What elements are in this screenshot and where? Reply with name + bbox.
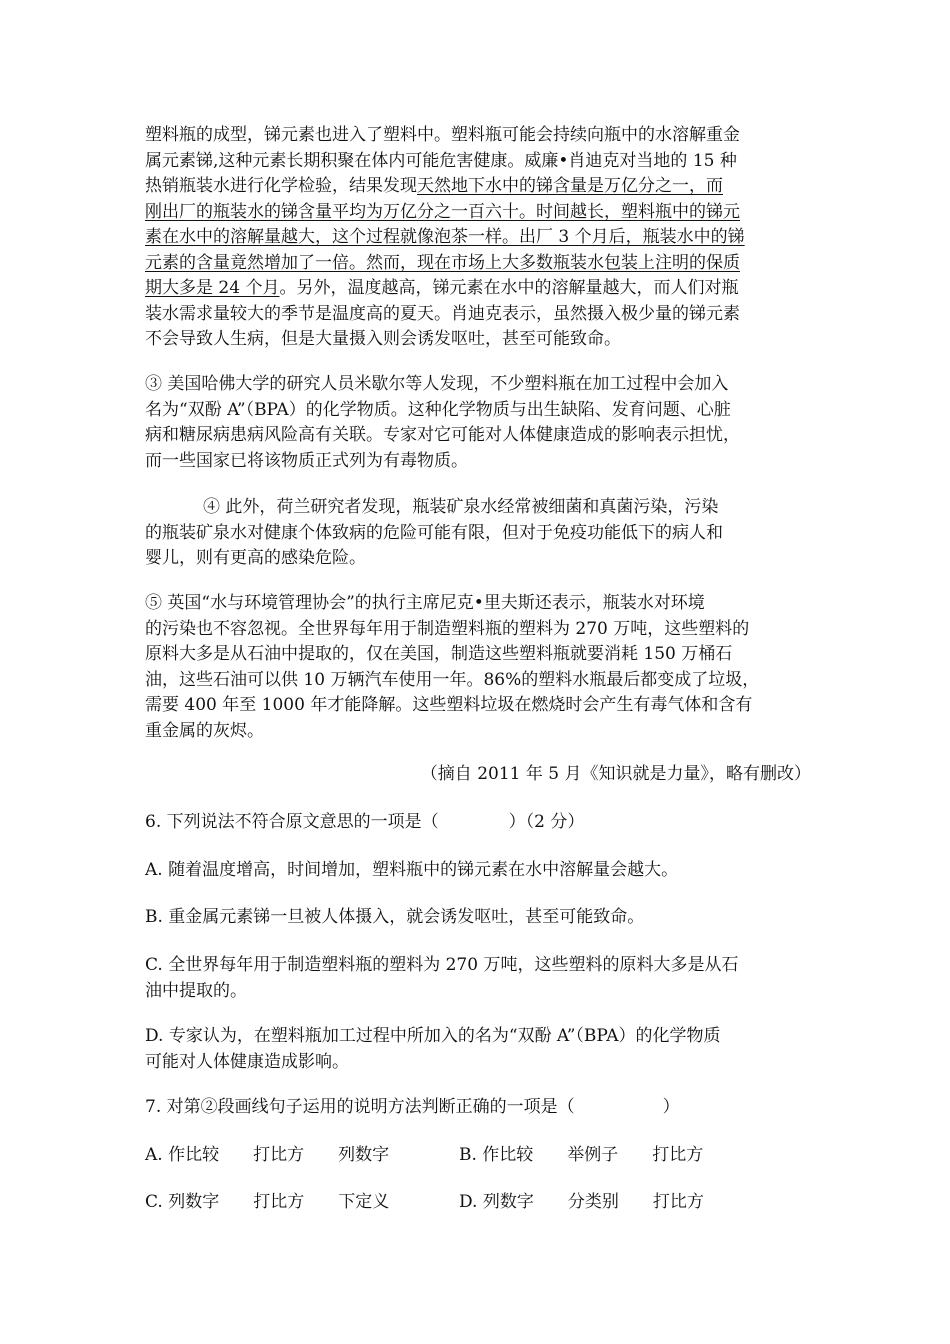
q6-option-c-line-2: 油中提取的。 xyxy=(145,980,247,1001)
q6-stem-text: 6. 下列说法不符合原文意思的一项是（ xyxy=(145,812,439,832)
p5-line-6: 重金属的灰烬。 xyxy=(145,720,264,741)
underlined-sentence: 期大多是 24 个月 xyxy=(145,278,280,298)
p4-line-2: 的瓶装矿泉水对健康个体致病的危险可能有限，但对于免疫功能低下的病人和 xyxy=(145,522,723,543)
q6-option-b[interactable]: B. 重金属元素锑一旦被人体摄入，就会诱发呕吐，甚至可能致命。 xyxy=(145,907,645,927)
question-7-stem xyxy=(145,1095,811,1121)
q7-options-row-1 xyxy=(145,1143,811,1169)
q6-option-d[interactable] xyxy=(145,1024,811,1075)
p5-line-2: 的污染也不容忽视。全世界每年用于制造塑料瓶的塑料为 270 万吨，这些塑料的 xyxy=(145,618,750,639)
q6-stem-points: ）（2 分） xyxy=(508,812,585,832)
p2-line-9: 不会导致人生病，但是大量摄入则会诱发呕吐，甚至可能致命。 xyxy=(145,329,621,349)
p2-line-1: 塑料瓶的成型，锑元素也进入了塑料中。塑料瓶可能会持续向瓶中的水溶解重金 xyxy=(145,125,740,145)
q6-option-d-line-2: 可能对人体健康造成影响。 xyxy=(145,1051,349,1072)
paragraph-5 xyxy=(145,591,811,744)
underlined-sentence: 元素的含量竟然增加了一倍 xyxy=(145,252,349,273)
p4-line-1: ④ 此外，荷兰研究者发现，瓶装矿泉水经常被细菌和真菌污染，污染 xyxy=(203,497,719,517)
q6-option-c[interactable] xyxy=(145,953,811,1004)
q7-stem-close: ） xyxy=(662,1097,680,1117)
p5-line-4: 油，这些石油可以供 10 万辆汽车使用一年。86%的塑料水瓶最后都变成了垃圾， xyxy=(145,669,760,690)
p2-line-3 xyxy=(145,174,811,200)
paragraph-2 xyxy=(145,123,811,353)
underlined-sentence: 刚出厂的瓶装水的锑含量平均为万亿分之一百六十 xyxy=(145,201,519,222)
p5-line-1: ⑤ 英国“水与环境管理协会”的执行主席尼克•里夫斯还表示，瓶装水对环境 xyxy=(145,593,705,613)
source-citation: （摘自 2011 年 5 月《知识就是力量》，略有删改） xyxy=(420,764,811,784)
q7-option-b[interactable]: B. 作比较 举例子 打比方 xyxy=(459,1145,704,1165)
p3-line-1: ③ 美国哈佛大学的研究人员米歇尔等人发现，不少塑料瓶在加工过程中会加入 xyxy=(145,374,729,394)
p2-line-3-text: 热销瓶装水进行化学检验，结果发现 xyxy=(145,176,417,196)
underlined-sentence: 。然而，现在市场上大多数瓶装水包装上注明的保质 xyxy=(349,252,740,273)
question-6-stem xyxy=(145,810,811,836)
p2-line-8: 装水需求量较大的季节是温度高的夏天。肖迪克表示，虽然摄入极少量的锑元素 xyxy=(145,303,740,324)
paragraph-4 xyxy=(145,495,811,572)
paragraph-3 xyxy=(145,372,811,474)
p3-line-4: 而一些国家已将该物质正式列为有毒物质。 xyxy=(145,450,468,471)
p5-line-3: 原料大多是从石油中提取的，仅在美国，制造这些塑料瓶就要消耗 150 万桶石 xyxy=(145,644,733,664)
q7-option-d[interactable]: D. 列数字 分类别 打比方 xyxy=(459,1192,704,1212)
p3-line-2: 名为“双酚 A”（BPA）的化学物质。这种化学物质与出生缺陷、发育问题、心脏 xyxy=(145,399,731,420)
q6-option-c-line-1: C. 全世界每年用于制造塑料瓶的塑料为 270 万吨，这些塑料的原料大多是从石 xyxy=(145,955,739,975)
q6-option-d-line-1: D. 专家认为，在塑料瓶加工过程中所加入的名为“双酚 A”（BPA）的化学物质 xyxy=(145,1026,721,1046)
underlined-sentence: 天然地下水中的锑含量是万亿分之一，而 xyxy=(417,176,723,196)
q6-option-a[interactable]: A. 随着温度增高，时间增加，塑料瓶中的锑元素在水中溶解量会越大。 xyxy=(145,860,679,880)
q7-options-row-2 xyxy=(145,1190,811,1216)
p2-line-7 xyxy=(145,276,811,302)
p2-line-7-text: 。另外，温度越高，锑元素在水中的溶解量越大，而人们对瓶 xyxy=(279,278,739,298)
p2-line-5: 素在水中的溶解量越大，这个过程就像泡茶一样。出厂 3 个月后，瓶装水中的锑 xyxy=(145,227,745,247)
q7-option-c[interactable]: C. 列数字 打比方 下定义 xyxy=(145,1192,390,1212)
q7-stem-text: 7. 对第②段画线句子运用的说明方法判断正确的一项是（ xyxy=(145,1097,575,1117)
q7-option-a[interactable]: A. 作比较 打比方 列数字 xyxy=(145,1145,390,1165)
p2-line-6 xyxy=(145,251,811,277)
underlined-sentence: 。时间越长，塑料瓶中的锑元 xyxy=(519,201,740,222)
p3-line-3: 病和糖尿病患病风险高有关联。专家对它可能对人体健康造成的影响表示担忧， xyxy=(145,425,740,445)
p5-line-5: 需要 400 年至 1000 年才能降解。这些塑料垃圾在燃烧时会产生有毒气体和含有 xyxy=(145,695,753,715)
p2-line-4 xyxy=(145,200,811,226)
p4-line-3: 婴儿，则有更高的感染危险。 xyxy=(145,548,366,568)
p2-line-2: 属元素锑,这种元素长期积聚在体内可能危害健康。威廉•肖迪克对当地的 15 种 xyxy=(145,150,737,171)
